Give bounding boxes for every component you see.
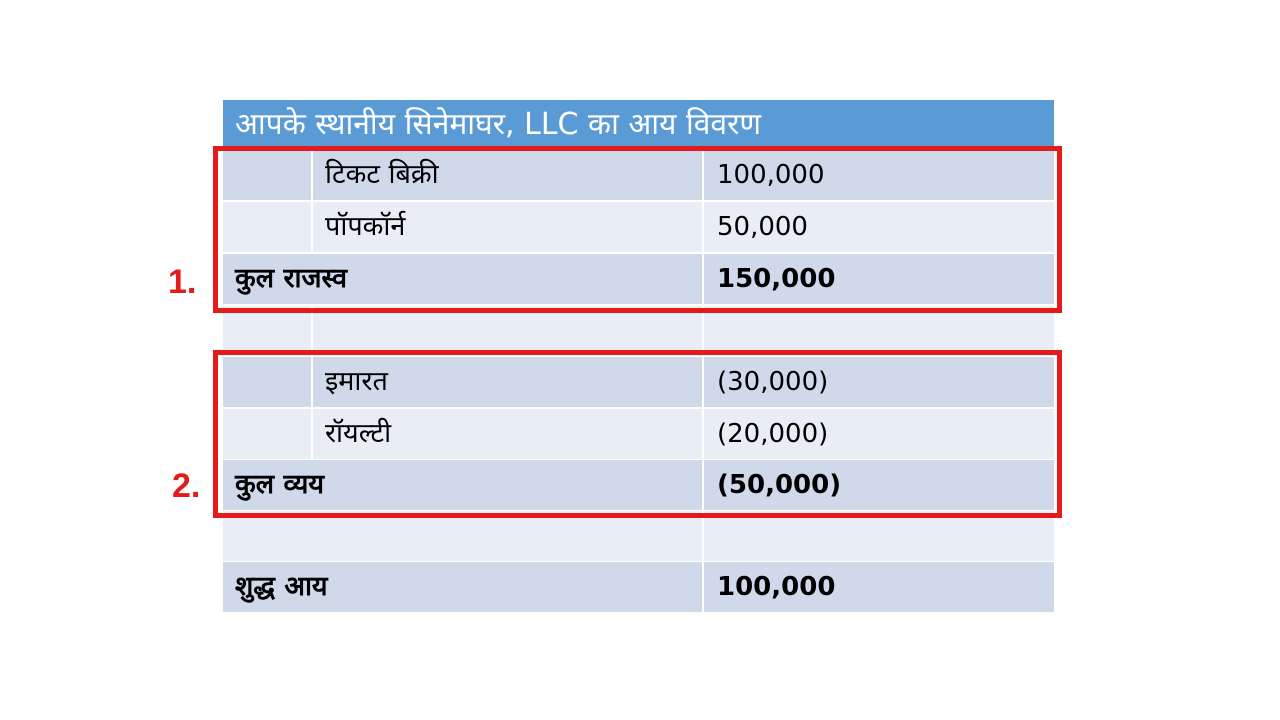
indent-cell: [223, 306, 313, 356]
row-label: टिकट बिक्री: [313, 150, 704, 200]
row-value: 150,000: [704, 254, 1054, 304]
row-label: इमारत: [313, 357, 704, 407]
table-row-royalty: [223, 409, 1054, 459]
row-label: कुल व्यय: [223, 460, 704, 510]
expenses-box-label: 2.: [172, 467, 201, 505]
table-title: आपके स्थानीय सिनेमाघर, LLC का आय विवरण: [223, 100, 1054, 150]
indent-cell: [223, 150, 313, 200]
revenue-box-label: 1.: [168, 263, 197, 301]
table-row-net-income: [223, 562, 1054, 612]
indent-cell: [223, 409, 313, 459]
row-label: पॉपकॉर्न: [313, 202, 704, 252]
row-value: (20,000): [704, 409, 1054, 459]
row-label: कुल राजस्व: [223, 254, 704, 304]
table-row-blank: [223, 511, 1054, 561]
row-value: (50,000): [704, 460, 1054, 510]
table-row-popcorn: [223, 202, 1054, 252]
table-row-total-revenue: [223, 254, 1054, 304]
row-label: [313, 306, 704, 356]
row-value: 50,000: [704, 202, 1054, 252]
row-label: शुद्ध आय: [223, 562, 704, 612]
row-label: रॉयल्टी: [313, 409, 704, 459]
indent-cell: [223, 357, 313, 407]
row-value: [704, 306, 1054, 356]
row-value: 100,000: [704, 150, 1054, 200]
indent-cell: [223, 202, 313, 252]
row-value: [704, 511, 1054, 561]
table-row-ticket-sales: [223, 150, 1054, 200]
table-row-total-expenses: [223, 460, 1054, 510]
row-label: [223, 511, 704, 561]
table-row-blank: [223, 306, 1054, 356]
row-value: (30,000): [704, 357, 1054, 407]
row-value: 100,000: [704, 562, 1054, 612]
table-row-building: [223, 357, 1054, 407]
